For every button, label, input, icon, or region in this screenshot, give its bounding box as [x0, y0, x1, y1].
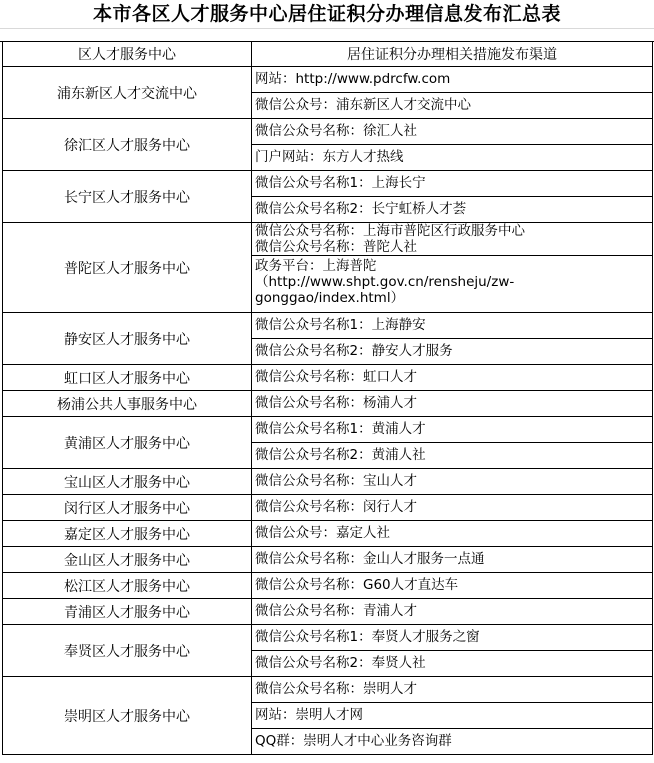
channel-cell: 微信公众号名称2：长宁虹桥人才荟 [252, 197, 653, 223]
table-row [3, 365, 653, 391]
channel-cell: 微信公众号名称：G60人才直达车 [252, 573, 653, 599]
channel-cell [252, 256, 653, 313]
table-row [3, 469, 653, 495]
channel-cell: 微信公众号：浦东新区人才交流中心 [252, 93, 653, 119]
table-row [3, 547, 653, 573]
channel-cell: 网站：http://www.pdrcfw.com [252, 67, 653, 93]
channel-cell: 微信公众号名称2：黄浦人社 [252, 443, 653, 469]
channel-line: 微信公众号名称：普陀人社 [255, 239, 417, 255]
center-name: 普陀区人才服务中心 [3, 223, 252, 313]
channel-cell: 微信公众号名称：宝山人才 [252, 469, 653, 495]
table-header-row [3, 42, 653, 67]
center-name: 松江区人才服务中心 [3, 573, 252, 599]
channel-cell: 网站：崇明人才网 [252, 703, 653, 729]
center-name: 崇明区人才服务中心 [3, 677, 252, 755]
channel-cell: 微信公众号名称2：奉贤人社 [252, 651, 653, 677]
channel-cell: 微信公众号名称1：上海静安 [252, 313, 653, 339]
blank-spreadsheet-row [0, 28, 654, 42]
center-name: 闵行区人才服务中心 [3, 495, 252, 521]
table-row [3, 495, 653, 521]
channel-cell: 微信公众号名称：虹口人才 [252, 365, 653, 391]
center-name: 长宁区人才服务中心 [3, 171, 252, 223]
center-name: 徐汇区人才服务中心 [3, 119, 252, 171]
page-title: 本市各区人才服务中心居住证积分办理信息发布汇总表 [92, 3, 561, 25]
table-row [3, 119, 653, 145]
channel-line: gonggao/index.html） [255, 290, 405, 306]
table-row [3, 599, 653, 625]
channel-line: 政务平台：上海普陀 [255, 258, 377, 274]
table-row [3, 521, 653, 547]
center-name: 黄浦区人才服务中心 [3, 417, 252, 469]
channel-cell: 微信公众号名称1：奉贤人才服务之窗 [252, 625, 653, 651]
channel-cell: QQ群：崇明人才中心业务咨询群 [252, 729, 653, 755]
channel-cell: 微信公众号名称：杨浦人才 [252, 391, 653, 417]
table-row [3, 171, 653, 197]
channel-cell: 门户网站：东方人才热线 [252, 145, 653, 171]
center-name: 静安区人才服务中心 [3, 313, 252, 365]
channel-cell: 微信公众号名称：青浦人才 [252, 599, 653, 625]
header-center: 区人才服务中心 [3, 42, 252, 67]
channel-cell: 微信公众号名称：徐汇人社 [252, 119, 653, 145]
channel-cell: 微信公众号名称：闵行人才 [252, 495, 653, 521]
table-row [3, 625, 653, 651]
channel-cell: 微信公众号名称1：黄浦人才 [252, 417, 653, 443]
table-row [3, 677, 653, 703]
center-name: 嘉定区人才服务中心 [3, 521, 252, 547]
channel-cell: 微信公众号：嘉定人社 [252, 521, 653, 547]
channel-cell [252, 223, 653, 256]
table-row [3, 313, 653, 339]
header-channel: 居住证积分办理相关措施发布渠道 [252, 42, 653, 67]
center-name: 奉贤区人才服务中心 [3, 625, 252, 677]
channel-line: 微信公众号名称：上海市普陀区行政服务中心 [255, 223, 525, 239]
center-name: 杨浦公共人事服务中心 [3, 391, 252, 417]
table-row [3, 573, 653, 599]
center-name: 金山区人才服务中心 [3, 547, 252, 573]
table-row [3, 417, 653, 443]
center-name: 宝山区人才服务中心 [3, 469, 252, 495]
table-row [3, 223, 653, 256]
center-name: 浦东新区人才交流中心 [3, 67, 252, 119]
channel-line: （http://www.shpt.gov.cn/rensheju/zw- [255, 274, 515, 290]
channel-cell: 微信公众号名称：崇明人才 [252, 677, 653, 703]
center-name: 青浦区人才服务中心 [3, 599, 252, 625]
center-name: 虹口区人才服务中心 [3, 365, 252, 391]
table-row [3, 67, 653, 93]
channel-cell: 微信公众号名称2：静安人才服务 [252, 339, 653, 365]
channel-cell: 微信公众号名称1：上海长宁 [252, 171, 653, 197]
info-table [2, 41, 653, 755]
channel-cell: 微信公众号名称：金山人才服务一点通 [252, 547, 653, 573]
table-row [3, 391, 653, 417]
